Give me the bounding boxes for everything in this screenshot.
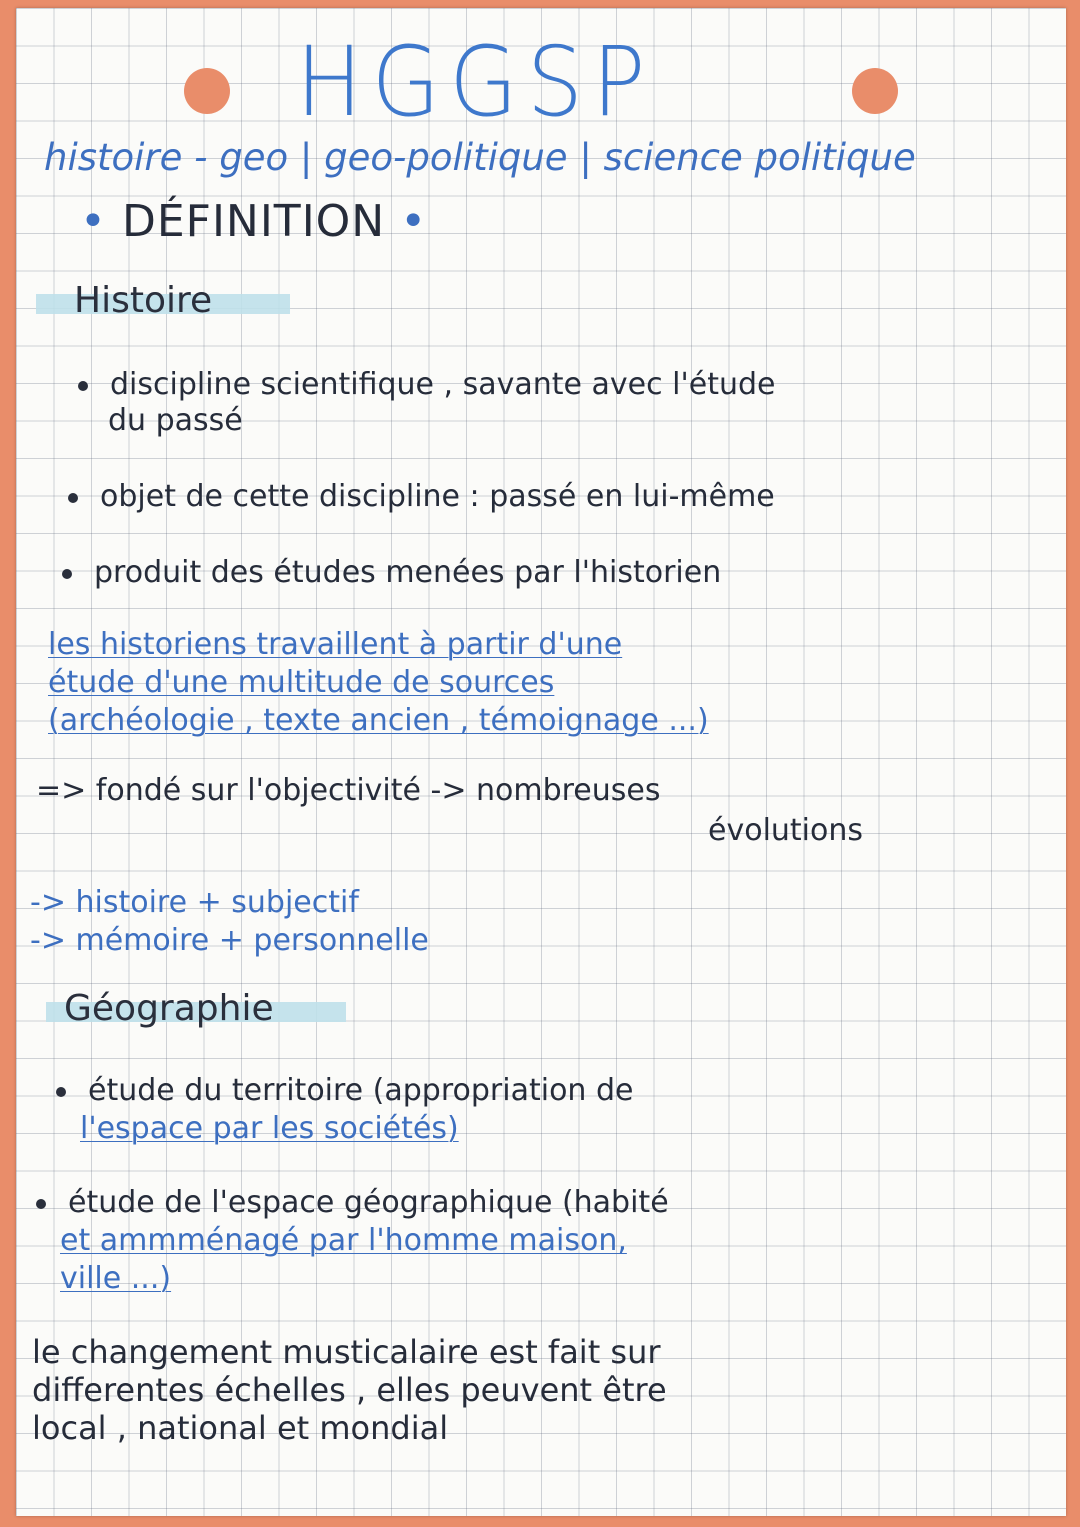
punch-hole-right [852,68,898,114]
conclusion-line-continued: évolutions [708,813,864,848]
arrow-line: -> histoire + subjectif [30,885,359,920]
bullet-icon [68,493,78,503]
section-heading-geographie: Géographie [64,988,274,1029]
conclusion-line: => fondé sur l'objectivité -> nombreuses [36,773,661,808]
subtitle: histoire - geo | geo-politique | science politique [44,136,916,179]
bullet-dot-icon: • [80,196,122,247]
list-item: discipline scientifique , savante avec l'étude [78,366,775,403]
definition-heading [80,196,427,247]
list-item-continued: du passé [108,403,243,438]
list-item: objet de cette discipline : passé en lui-même [68,478,775,515]
note-line: étude d'une multitude de sources [48,665,555,700]
closing-line: local , national et mondial [32,1409,449,1447]
page-title: HGGSP [296,26,655,138]
closing-line: differentes échelles , elles peuvent être [32,1371,667,1409]
list-item: produit des études menées par l'historien [62,554,721,591]
bullet-icon [56,1087,66,1097]
note-line: (archéologie , texte ancien , témoignage ...) [48,703,709,738]
list-item: étude de l'espace géographique (habité [36,1184,669,1221]
list-item: étude du territoire (appropriation de [56,1072,633,1109]
bullet-icon [36,1199,46,1209]
list-item-continued: et ammménagé par l'homme maison, [60,1223,627,1258]
list-item-continued: l'espace par les sociétés) [80,1111,459,1146]
notebook-card [16,8,1066,1516]
closing-line: le changement musticalaire est fait sur [32,1333,661,1371]
note-line: les historiens travaillent à partir d'une [48,627,623,662]
bullet-icon [78,381,88,391]
bullet-dot-icon: • [385,196,428,247]
bullet-icon [62,569,72,579]
list-item-continued: ville ...) [60,1261,172,1296]
definition-label: DÉFINITION [121,196,386,247]
arrow-line: -> mémoire + personnelle [30,923,429,958]
punch-hole-left [184,68,230,114]
section-heading-histoire: Histoire [74,280,213,321]
